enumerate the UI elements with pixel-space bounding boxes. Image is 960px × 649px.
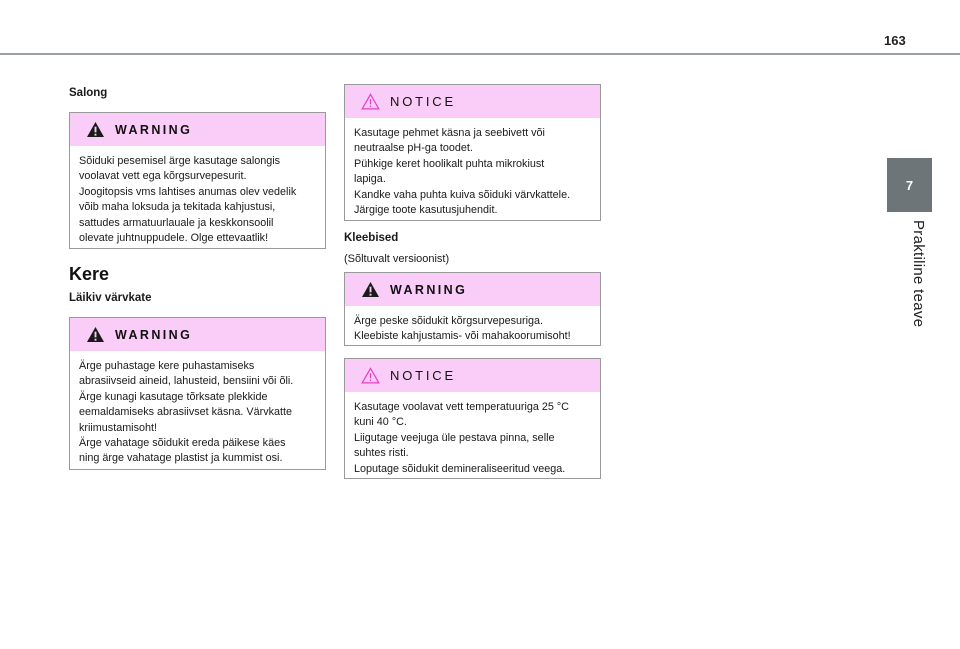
warning-title: WARNING [115,327,193,342]
warning-triangle-icon [361,281,380,298]
text-line: Kandke vaha puhta kuiva sõiduki värvkattele. [354,188,571,201]
chapter-title: Praktiline teave [910,220,927,328]
text-line: voolavat vett ega kõrgsurvepesurit. [79,170,247,183]
text-line: Ärge vahatage sõidukit ereda päikese käes [79,437,286,450]
section-heading-kere: Kere [69,264,110,284]
warning-box-header [345,273,600,306]
text-line: Loputage sõidukit demineraliseeritud veega. [354,462,566,475]
notice-triangle-icon [361,367,380,384]
warning-title: WARNING [390,282,468,297]
warning-box-kere [69,317,326,470]
text-line: Sõiduki pesemisel ärge kasutage salongis [79,155,281,167]
section-heading-salong: Salong [69,87,108,99]
warning-body [70,146,325,252]
notice-title: NOTICE [390,94,456,109]
notice-box-header [345,359,600,392]
text-line: kriimustamisoht! [79,421,157,434]
text-line: sattudes armatuurlauale ja keskkonsoolil [79,216,274,229]
text-line: Ärge peske sõidukit kõrgsurvepesuriga. [354,315,544,327]
warning-box-header [70,318,325,351]
text-line: suhtes risti. [354,447,409,460]
notice-title: NOTICE [390,368,456,383]
warning-body [70,351,325,473]
notice-body [345,392,600,483]
notice-box-kleebised [344,358,601,479]
text-line: lapiga. [354,173,386,186]
text-line: olevate juhtnuppudele. Olge ettevaatlik! [79,232,269,245]
text-line: abrasiivseid aineid, lahusteid, bensiini või õli. [79,375,294,388]
header-divider [0,53,960,55]
text-line: Kasutage voolavat vett temperatuuriga 25 °C [354,401,569,413]
warning-box-kleebised [344,272,601,346]
warning-box-salong [69,112,326,249]
warning-body [345,306,600,351]
text-line: Ärge puhastage kere puhastamiseks [79,360,255,372]
section-heading-kleebised: Kleebised [344,232,399,244]
text-line: Joogitopsis vms lahtises anumas olev vedelik [79,185,297,198]
text-line: Ärge kunagi kasutage tõrksate plekkide [79,390,268,403]
page-number: 163 [884,33,906,48]
text-line: Kasutage pehmet käsna ja seebivett või [354,127,545,139]
text-line: Liigutage veejuga üle pestava pinna, selle [354,431,555,444]
text-line: eemaldamiseks abrasiivset käsna. Värvkatte [79,406,293,419]
text-line: võib maha loksuda ja tekitada kahjustusi, [79,201,276,214]
version-note: (Sõltuvalt versioonist) [344,253,450,265]
text-line: neutraalse pH-ga toodet. [354,142,473,155]
chapter-tab[interactable]: 7 [887,158,932,212]
section-heading-laikiv: Läikiv värvkate [69,292,152,304]
notice-box-header [345,85,600,118]
warning-box-header [70,113,325,146]
text-line: Järgige toote kasutusjuhendit. [354,204,498,217]
warning-triangle-icon [86,326,105,343]
notice-box-kere [344,84,601,221]
text-line: kuni 40 °C. [354,416,407,429]
text-line: Kleebiste kahjustamis- või mahakoorumisoht! [354,330,571,343]
text-line: ning ärge vahatage plastist ja kummist osi. [79,452,283,465]
warning-title: WARNING [115,122,193,137]
notice-body [345,118,600,224]
text-line: Pühkige keret hoolikalt puhta mikrokiust [354,157,545,170]
warning-triangle-icon [86,121,105,138]
notice-triangle-icon [361,93,380,110]
